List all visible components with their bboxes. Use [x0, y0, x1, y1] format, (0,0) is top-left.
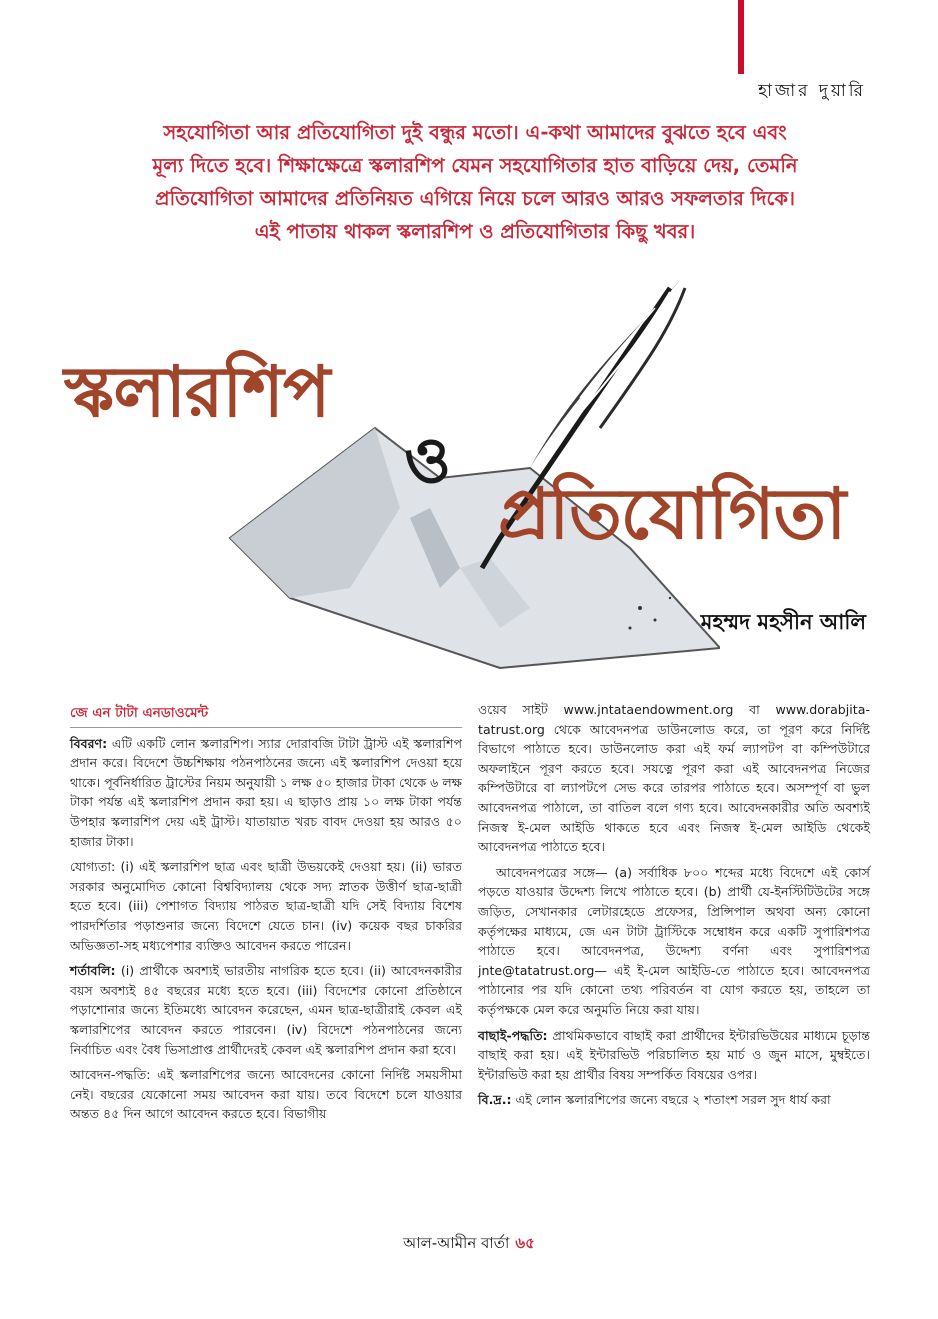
header-accent-bar	[738, 0, 744, 74]
intro-line: সহযোগিতা আর প্রতিযোগিতা দুই বন্ধুর মতো। এ-কথা আমাদের বুঝতে হবে এবং	[163, 121, 787, 144]
intro-line: মূল্য দিতে হবে। শিক্ষাক্ষেত্রে স্কলারশিপ যেমন সহযোগিতার হাত বাড়িয়ে দেয়, তেমনি	[152, 154, 798, 177]
article-paragraph: আবেদন-পদ্ধতি: এই স্কলারশিপের জন্যে আবেদনের কোনো নির্দিষ্ট সময়সীমা নেই। বছরের যেকোনো সময় আবেদন করা যায়। তবে বিদেশে চলে যাওয়ার অন্তত ৪৫ দিন আগে আবেদন করতে হবে। বিভাগীয়	[70, 1067, 462, 1122]
article-paragraph: বাছাই-পদ্ধতি: প্রাথমিকভাবে বাছাই করা প্রার্থীদের ইন্টারভিউয়ের মাধ্যমে চূড়ান্ত বাছাই করা হয়। এই ইন্টারভিউ পরিচালিত হয় মার্চ ও জুন মাসে, মুম্বইতে। ইন্টারভিউ করা হয় প্রার্থীর বিষয় সম্পর্কিত বিষয়ের ওপর।	[478, 1027, 870, 1082]
intro-blurb	[80, 116, 870, 248]
magazine-name: আল-আমীন বার্তা	[403, 1234, 510, 1252]
article-column-right	[478, 700, 870, 1116]
page-number: ৬৫	[515, 1234, 535, 1252]
article-paragraph: বিবরণ: এটি একটি লোন স্কলারশিপ। স্যার দোরাবজি টাটা ট্রাস্ট এই স্কলারশিপ প্রদান করে। বিদেশে উচ্চশিক্ষায় পঠনপাঠনের জন্যে এই স্কলারশিপ দেওয়া হয়ে থাকে। পূর্বনির্ধারিত ট্রাস্টের নিয়ম অনুযায়ী ১ লক্ষ ৫০ হাজার টাকা থেকে ৬ লক্ষ টাকা পর্যন্ত এই স্কলারশিপ প্রদান করা হয়। এ ছাড়াও প্রায় ১০ লক্ষ টাকা পর্যন্ত উপহার স্কলারশিপ দেয় এই ট্রাস্ট। যাতায়াত খরচ বাবদ দেওয়া হয় আরও ৫০ হাজার টাকা।	[70, 735, 462, 849]
article-column-left	[70, 704, 462, 1130]
title-connector: ও	[404, 423, 452, 498]
article-paragraph: যোগ্যতা: (i) এই স্কলারশিপ ছাত্র এবং ছাত্রী উভয়কেই দেওয়া হয়। (ii) ভারত সরকার অনুমোদিত কোনো বিশ্ববিদ্যালয় থেকে সদ্য স্নাতক উত্তীর্ণ ছাত্র-ছাত্রী হতে হবে। (iii) পেশাগত বিদ্যায় পাঠরত ছাত্র-ছাত্রী যদি সেই বিদ্যায় বিশেষ পারদর্শিতার পড়াশুনার জন্যে বিদেশে যেতে চান। (iv) কয়েক বছর চাকরির অভিজ্ঞতা-সহ মধ্যপেশার ব্যক্তিও আবেদন করতে পারেন।	[70, 859, 462, 953]
article-paragraph: বি.দ্র.: এই লোন স্কলারশিপের জন্যে বছরে ২ শতাংশ সরল সুদ ধার্য করা	[478, 1092, 831, 1108]
title-scholarship: স্কলারশিপ	[64, 350, 330, 433]
intro-line: এই পাতায় থাকল স্কলারশিপ ও প্রতিযোগিতার কিছু খবর।	[254, 220, 696, 243]
intro-line: প্রতিযোগিতা আমাদের প্রতিনিয়ত এগিয়ে নিয়ে চলে আরও আরও সফলতার দিকে।	[155, 187, 795, 210]
page-footer	[0, 1232, 938, 1257]
article-subheading: জে এন টাটা এনডাওমেন্ট	[70, 704, 462, 728]
author-name: মহম্মদ মহসীন আলি	[700, 610, 866, 634]
article-paragraph: ওয়েব সাইট www.jntataendowment.org বা www.dorabjita-tatrust.org থেকে আবেদনপত্র ডাউনলোড করে, তা পূরণ করে নির্দিষ্ট বিভাগে পাঠাতে হবে। ডাউনলোড করা এই ফর্ম ল্যাপটপ বা কম্পিউটারে অফলাইনে পূরণ করতে হবে। সযত্নে পূরণ করা এই আবেদনপত্র নিজের কম্পিউটারে বা ল্যাপটপে সেভ করে তারপর পাঠাতে হবে। অসম্পূর্ণ বা ভুল আবেদনপত্র পাঠালে, তা বাতিল বলে গণ্য হবে। আবেদনকারীর অতি অবশ্যই নিজস্ব ই-মেল আইডি থাকতে হবে এবং নিজস্ব ই-মেল আইডি থেকেই আবেদনপত্র পাঠাতে হবে।	[478, 702, 870, 855]
article-paragraph: শর্তাবলি: (i) প্রার্থীকে অবশ্যই ভারতীয় নাগরিক হতে হবে। (ii) আবেদনকারীর বয়স অবশ্যই ৪৫ বছরের মধ্যে হতে হবে। (iii) বিদেশের কোনো প্রতিষ্ঠানে পড়াশোনার জন্যে ইতিমধ্যে আবেদন করেছেন, এমন ছাত্র-ছাত্রীরাই কেবল এই স্কলারশিপের আবেদন করতে পারবেন। (iv) বিদেশে পঠনপাঠনের জন্যে নির্বাচিত এবং বৈধ ভিসাপ্রাপ্ত প্রার্থীদেরই কেবল এই স্কলারশিপ প্রদান করা হবে।	[70, 963, 462, 1057]
title-competition: প্রতিযোগিতা	[498, 472, 846, 555]
section-label: হাজার দুয়ারি	[758, 81, 866, 101]
article-paragraph: আবেদনপত্রের সঙ্গে— (a) সর্বাধিক ৮০০ শব্দের মধ্যে বিদেশে এই কোর্স পড়তে যাওয়ার উদ্দেশ্য লিখে পাঠাতে হবে। (b) প্রার্থী যে-ইনস্টিটিউটের সঙ্গে জড়িত, সেখানকার লেটারহেডে প্রফেসর, প্রিন্সিপাল অথবা অন্য কোনো কর্তৃপক্ষের মাধ্যমে, জে এন টাটা ট্রাস্টিকে সম্বোধন করে একটি সুপারিশপত্র পাঠাতে হবে। আবেদনপত্র, উদ্দেশ্য বর্ণনা এবং সুপারিশপত্র jnte@tatatrust.org— এই ই-মেল আইডি-তে পাঠাতে হবে। আবেদনপত্র পাঠানোর পর যদি কোনো তথ্য পরিবর্তন বা যোগ করতে হয়, তাহলে তা কর্তৃপক্ষকে মেল করে অনুমতি নিয়ে করা যায়।	[478, 864, 870, 1017]
